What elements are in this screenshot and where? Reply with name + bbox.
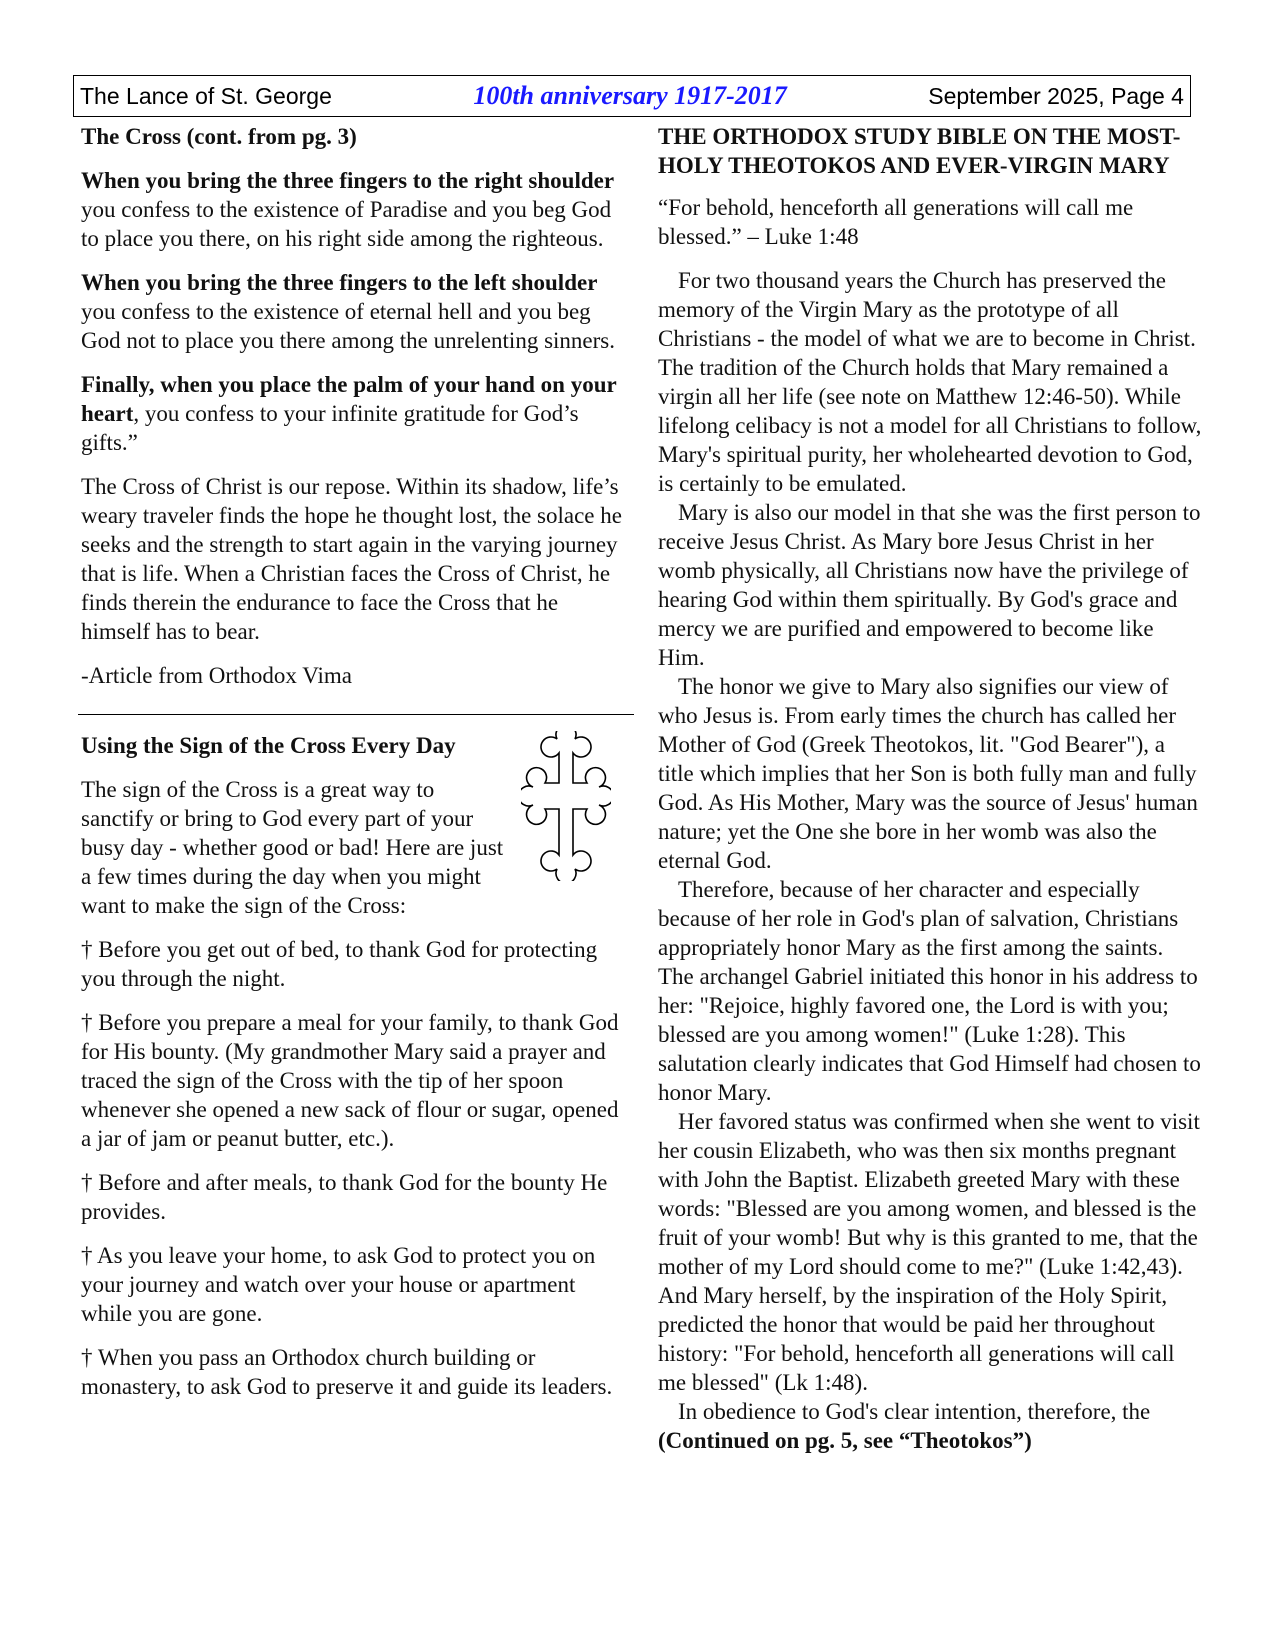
issue-page: September 2025, Page 4 — [928, 82, 1184, 109]
sign-of-cross-intro: The sign of the Cross is a great way to sanctify or bring to God every part of your busy day - whether good or bad! Here are just a few times during the day when you might want to make the sign of the Cross: — [81, 777, 504, 918]
publication-name: The Lance of St. George — [80, 82, 332, 109]
page-header — [73, 75, 1191, 117]
article-paragraph: The honor we give to Mary also signifies our view of who Jesus is. From early times the church has called her Mother of God (Greek Theotokos, lit. "God Bearer"), a title which implies that her Son is both fully man and fully God. As His Mother, Mary was the source of Jesus' human nature; yet the One she bore in her womb was also the eternal God. — [658, 674, 1198, 873]
left-shoulder-lead: When you bring the three fingers to the left shoulder — [81, 270, 598, 295]
right-column — [658, 122, 1203, 1455]
continued-notice: (Continued on pg. 5, see “Theotokos”) — [658, 1428, 1032, 1453]
article-paragraph: In obedience to God's clear intention, therefore, the — [678, 1399, 1151, 1424]
article-paragraph: For two thousand years the Church has preserved the memory of the Virgin Mary as the prototype of all Christians - the model of what we are to become in Christ. The tradition of the Church holds that Mary remained a virgin all her life (see note on Matthew 12:46-50). While lifelong celibacy is not a model for all Christians to follow, Mary's spiritual purity, her wholehearted devotion to God, is certainly to be emulated. — [658, 268, 1202, 496]
article-paragraph: Therefore, because of her character and especially because of her role in God's plan of salvation, Christians appropriately honor Mary as the first among the saints. The archangel Gabriel initiated this honor in his address to her: "Rejoice, highly favored one, the Lord is with you; blessed are you among women!" (Luke 1:28). This salutation clearly indicates that God Himself had chosen to honor Mary. — [658, 877, 1201, 1105]
left-column — [81, 122, 631, 1416]
theotokos-article-title: THE ORTHODOX STUDY BIBLE ON THE MOST-HOLY THEOTOKOS AND EVER-VIRGIN MARY — [658, 124, 1181, 178]
anniversary-banner: 100th anniversary 1917-2017 — [473, 81, 787, 110]
left-shoulder-text: you confess to the existence of eternal hell and you beg God not to place you there among the unrelenting sinners. — [81, 299, 615, 353]
bullet-item: † As you leave your home, to ask God to protect you on your journey and watch over your house or apartment while you are gone. — [81, 1243, 596, 1326]
luke-quote: “For behold, henceforth all generations will call me blessed.” – Luke 1:48 — [658, 195, 1134, 249]
right-shoulder-lead: When you bring the three fingers to the right shoulder — [81, 168, 615, 193]
article-paragraph: Mary is also our model in that she was the first person to receive Jesus Christ. As Mary bore Jesus Christ in her womb physically, all Christians now have the privilege of hearing God within them spiritually. By God's grace and mercy we are purified and empowered to become like Him. — [658, 500, 1201, 670]
paragraph-right-shoulder — [81, 166, 631, 253]
paragraph-left-shoulder — [81, 268, 631, 355]
bullet-item: † Before you prepare a meal for your family, to thank God for His bounty. (My grandmother Mary said a prayer and traced the sign of the Cross with the tip of her spoon whenever she opened a new sack of flour or sugar, opened a jar of jam or peanut butter, etc.). — [81, 1010, 619, 1151]
paragraph-repose: The Cross of Christ is our repose. Within its shadow, life’s weary traveler finds the hope he thought lost, the solace he seeks and the strength to start again in the varying journey that is life. When a Christian faces the Cross of Christ, he finds therein the endurance to face the Cross that he himself has to bear. — [81, 474, 622, 644]
bullet-item: † Before you get out of bed, to thank God for protecting you through the night. — [81, 937, 598, 991]
cross-continued-title: The Cross (cont. from pg. 3) — [81, 124, 357, 149]
bullet-item: † When you pass an Orthodox church building or monastery, to ask God to preserve it and guide its leaders. — [81, 1345, 613, 1399]
heart-text: , you confess to your infinite gratitude for God’s gifts.” — [81, 401, 579, 455]
right-shoulder-text: you confess to the existence of Paradise and you beg God to place you there, on his right side among the righteous. — [81, 197, 612, 251]
paragraph-heart — [81, 370, 631, 457]
article-paragraph: Her favored status was confirmed when she went to visit her cousin Elizabeth, who was then six months pregnant with John the Baptist. Elizabeth greeted Mary with these words: "Blessed are you among women, and blessed is the fruit of your womb! But why is this granted to me, that the mother of my Lord should come to me?" (Luke 1:42,43). And Mary herself, by the inspiration of the Holy Spirit, predicted the honor that would be paid her throughout history: "For behold, henceforth all generations will call me blessed" (Lk 1:48). — [658, 1109, 1200, 1395]
cross-icon — [521, 731, 611, 881]
heart-lead: Finally, when you place the palm of your hand on your heart — [81, 372, 617, 426]
article-source: -Article from Orthodox Vima — [81, 663, 352, 688]
bullet-item: † Before and after meals, to thank God for the bounty He provides. — [81, 1170, 608, 1224]
sign-of-cross-title: Using the Sign of the Cross Every Day — [81, 733, 456, 758]
sign-of-cross-section — [81, 731, 631, 1401]
section-divider — [78, 714, 634, 715]
